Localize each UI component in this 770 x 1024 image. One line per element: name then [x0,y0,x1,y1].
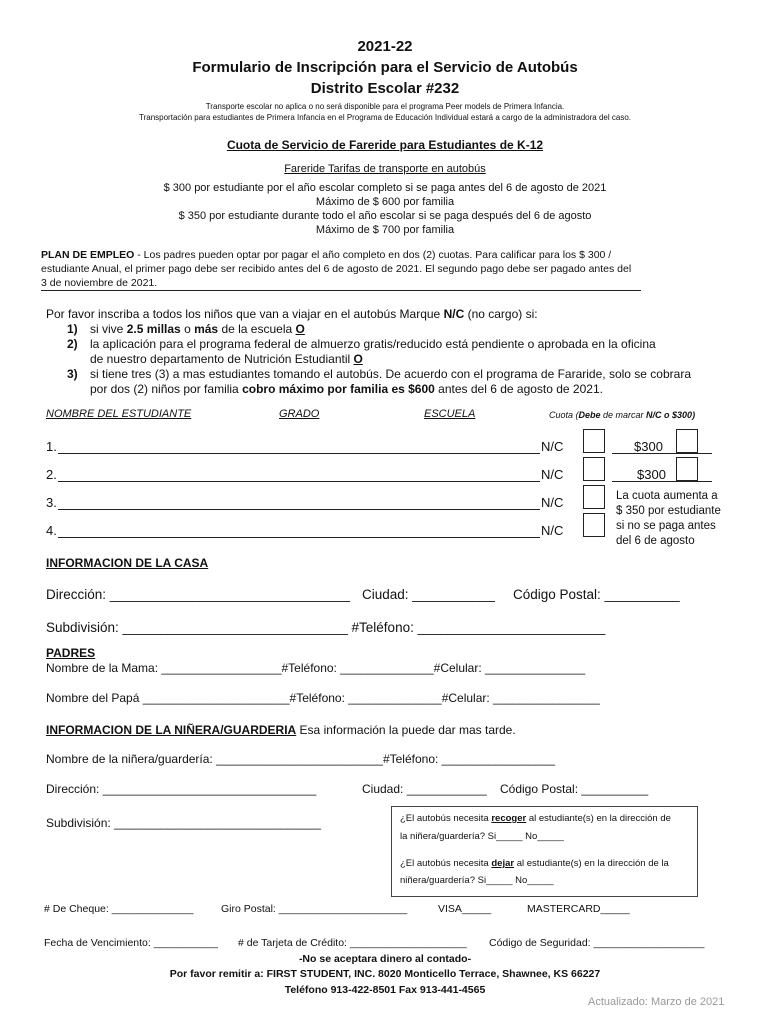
visa-option[interactable]: VISA_____ [438,903,492,915]
row-1-nc-checkbox[interactable] [583,429,605,453]
form-title: Formulario de Inscripción para el Servicio de Autobús [192,59,578,76]
c3b: por dos (2) niños por familia [90,382,243,396]
fee-line-2: Máximo de $ 600 por familia [315,196,455,208]
row-4-line[interactable] [58,537,540,538]
sitter-zip[interactable]: Código Postal: __________ [500,782,649,796]
c3d: antes del 6 de agosto de 2021. [434,382,603,396]
pickup-question-line-2[interactable]: la niñera/guardería? Si_____ No_____ [400,831,564,842]
sitter-heading-note: Esa información la puede dar mas tarde. [296,723,516,737]
sitter-subdivision[interactable]: Subdivisión: _______________________________ [46,816,321,830]
late-note-3: si no se paga antes [616,520,716,532]
late-note-1: La cuota aumenta a [616,490,718,502]
row-1-fee-checkbox[interactable] [676,429,698,453]
criteria-1-num: 1) [67,322,78,336]
plan-line-1 [41,249,611,261]
q2c: al estudiante(s) en la dirección de la [514,858,669,869]
late-fee-note [616,489,721,549]
fee-a: Cuota ( [549,410,579,420]
intro-nc: N/C [443,307,465,321]
row-3-nc-checkbox[interactable] [583,485,605,509]
parents-heading: PADRES [46,646,96,660]
household-heading: INFORMACION DE LA CASA [46,556,209,570]
dropoff-question-line-2[interactable]: niñera/guardería? Si_____ No_____ [400,875,554,886]
c2c: O [353,352,363,366]
fee-b: Debe [578,410,601,420]
pickup-question-line-1 [400,813,671,824]
plan-label: PLAN DE EMPLEO [41,249,135,261]
fee-subheading: Fareride Tarifas de transporte en autobús [284,163,486,175]
fee-heading: Cuota de Servicio de Fareride para Estudiantes de K-12 [226,138,544,152]
c1d: más [194,322,219,336]
form-year: 2021-22 [357,38,413,55]
q2b: dejar [491,858,515,869]
c1e: de la escuela [218,322,296,336]
col-grade: GRADO [279,408,320,420]
criteria-3-cont [90,382,603,396]
iep-note: Transportación para estudiantes de Primera Infancia en el Programa de Educación Individual estará a cargo de la administradora del caso. [139,113,631,122]
row-4-num: 4. [46,523,57,538]
no-cash-note: -No se aceptara dinero al contado- [298,953,472,965]
c1f: O [295,322,305,336]
intro-text: Por favor inscriba a todos los niños que van a viajar en el autobús Marque [46,307,444,321]
plan-divider [41,290,641,291]
fee-d: N/C o $300) [646,410,696,420]
row-2-nc-checkbox[interactable] [583,457,605,481]
instructions-intro [46,307,538,321]
row-2-fee: $300 [637,467,666,482]
row-3-line[interactable] [58,509,540,510]
row-2-line[interactable] [58,481,540,482]
criteria-3 [67,367,691,381]
q2a: ¿El autobús necesita [400,858,492,869]
row-2-nc: N/C [541,467,564,482]
intro-tail: (no cargo) si: [464,307,538,321]
fee-c: de marcar [600,410,647,420]
criteria-2 [67,337,656,351]
criteria-2-num: 2) [67,337,78,351]
row-2-fee-line [612,481,712,482]
row-1-line[interactable] [58,453,540,454]
contact-phone-fax: Teléfono 913-422-8501 Fax 913-441-4565 [284,984,486,996]
criteria-3-num: 3) [67,367,78,381]
sitter-heading-line [46,723,516,737]
card-number[interactable]: # de Tarjeta de Crédito: ____________________ [238,937,467,949]
row-4-nc: N/C [541,523,564,538]
plan-text-2: estudiante Anual, el primer pago debe ser recibido antes del 6 de agosto de 2021. El segundo pago debe ser pagado antes del [41,263,632,275]
c2b: de nuestro departamento de Nutrición Estudiantil [90,352,354,366]
q1a: ¿El autobús necesita [400,813,492,824]
father-fields[interactable]: Nombre del Papá ______________________#Teléfono: ______________#Celular: ________________ [46,691,600,705]
late-note-4: del 6 de agosto [616,535,695,547]
col-fee [549,410,695,420]
c1a: si vive [90,322,127,336]
mastercard-option[interactable]: MASTERCARD_____ [527,903,630,915]
sitter-city[interactable]: Ciudad: ____________ [362,782,487,796]
district-title: Distrito Escolar #232 [310,80,460,97]
q1c: al estudiante(s) en la dirección de [526,813,671,824]
plan-text-3: 3 de noviembre de 2021. [41,277,158,289]
c1b: 2.5 millas [126,322,181,336]
household-city[interactable]: Ciudad: ___________ [362,587,495,602]
plan-text-1: - Los padres pueden optar por pagar el año completo en dos (2) cuotas. Para calificar para los $ 300 / [134,249,612,261]
household-address[interactable]: Dirección: ________________________________ [46,587,351,602]
col-student-name: NOMBRE DEL ESTUDIANTE [46,408,192,420]
row-1-fee-line [612,453,712,454]
household-zip[interactable]: Código Postal: __________ [513,587,680,602]
row-2-fee-checkbox[interactable] [676,457,698,481]
early-childhood-note: Transporte escolar no aplica o no será disponible para el programa Peer models de Primera Infancia. [205,102,565,111]
check-number[interactable]: # De Cheque: ______________ [44,903,194,915]
row-2-num: 2. [46,467,57,482]
card-expiry[interactable]: Fecha de Vencimiento: ___________ [44,937,218,949]
row-4-nc-checkbox[interactable] [583,513,605,537]
criteria-1-text [90,322,305,336]
col-school: ESCUELA [424,408,476,420]
row-3-nc: N/C [541,495,564,510]
row-1-fee: $300 [634,439,663,454]
row-1-nc: N/C [541,439,564,454]
row-3-num: 3. [46,495,57,510]
criteria-1 [67,322,305,336]
fee-line-3: $ 350 por estudiante durante todo el año escolar si se paga después del 6 de agosto [178,210,592,222]
late-note-2: $ 350 por estudiante [616,505,721,517]
c3c: cobro máximo por familia es $600 [242,382,435,396]
money-order[interactable]: Giro Postal: ______________________ [221,903,408,915]
security-code[interactable]: Código de Seguridad: ___________________ [489,937,705,949]
criteria-3-text: si tiene tres (3) a mas estudiantes tomando el autobús. De acuerdo con el programa de Fararide, solo se cobrara [90,367,691,381]
fee-line-4: Máximo de $ 700 por familia [315,224,455,236]
updated-date: Actualizado: Marzo de 2021 [588,996,725,1008]
dropoff-question-line-1 [400,858,669,869]
sitter-transport-box [391,806,698,897]
q1b: recoger [491,813,527,824]
mother-fields[interactable]: Nombre de la Mama: __________________#Teléfono: ______________#Celular: _______________ [46,661,586,675]
c1c: o [180,322,195,336]
criteria-2-cont [90,352,363,366]
sitter-name-phone[interactable]: Nombre de la niñera/guardería: _________________________#Teléfono: _________________ [46,752,556,766]
row-1-num: 1. [46,439,57,454]
remit-address: Por favor remitir a: FIRST STUDENT, INC. 8020 Monticello Terrace, Shawnee, KS 66227 [169,968,601,980]
fee-line-1: $ 300 por estudiante por el año escolar completo si se paga antes del 6 de agosto de 2021 [163,182,607,194]
household-subdivision-phone[interactable]: Subdivisión: ______________________________ #Teléfono: _________________________ [46,620,606,635]
criteria-2-text: la aplicación para el programa federal de almuerzo gratis/reducido está pendiente o aprobada en la oficina [90,337,656,351]
sitter-heading: INFORMACION DE LA NIÑERA/GUARDERIA [46,723,297,737]
sitter-address[interactable]: Dirección: ________________________________ [46,782,317,796]
